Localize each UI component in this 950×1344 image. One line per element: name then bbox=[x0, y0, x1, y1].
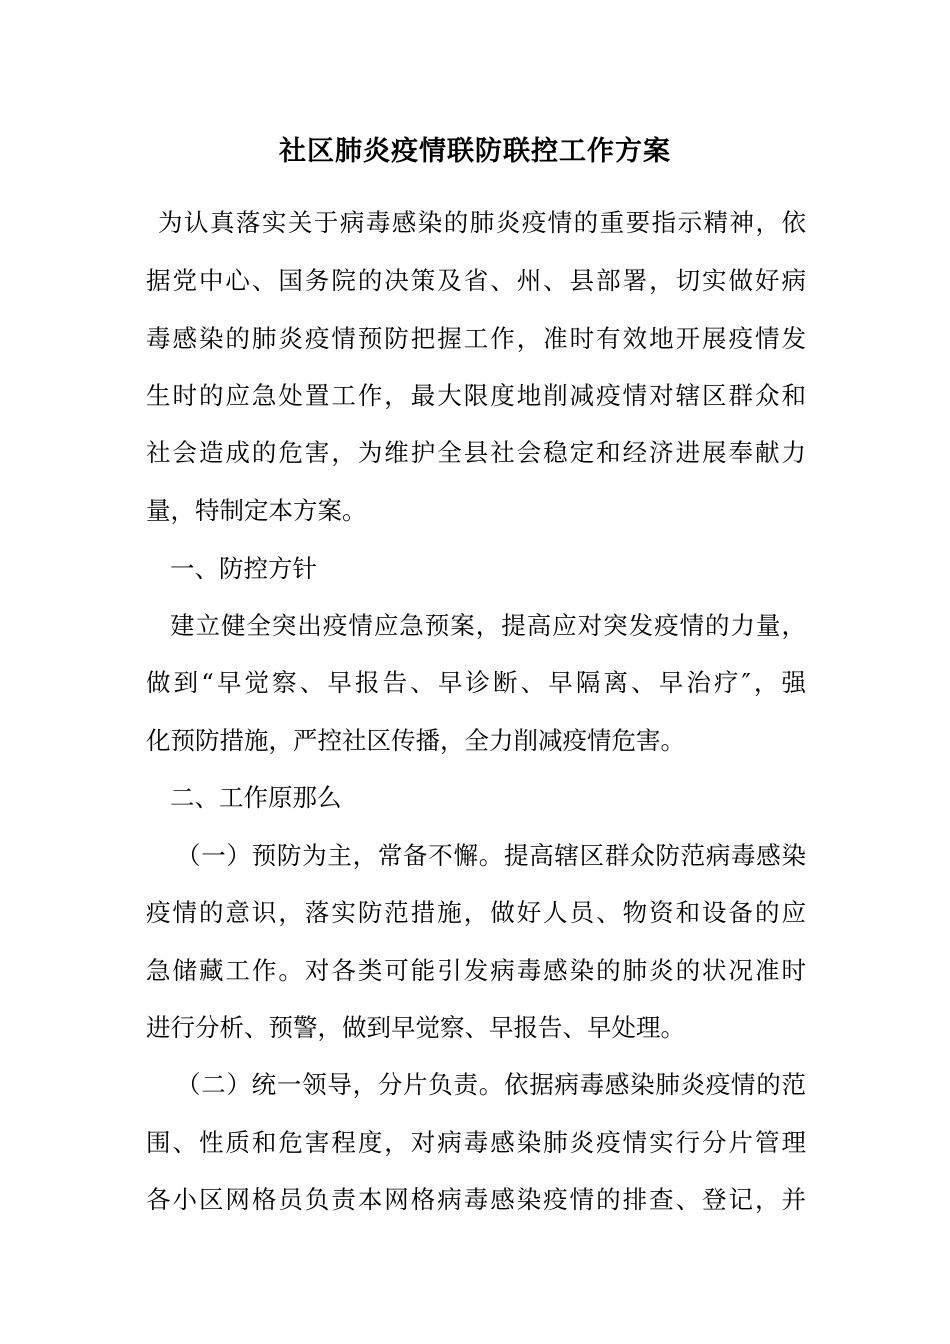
body-line: 据党中心、国务院的决策及省、州、县部署，切实做好病 bbox=[146, 266, 806, 295]
document-title: 社区肺炎疫情联防联控工作方案 bbox=[279, 136, 671, 167]
body-line: 建立健全突出疫情应急预案，提高应对突发疫情的力量， bbox=[170, 611, 806, 640]
body-line: 社会造成的危害，为维护全县社会稳定和经济进展奉献力 bbox=[146, 438, 806, 467]
body-line: 做到“早觉察、早报告、早诊断、早隔离、早治疗″，强 bbox=[146, 668, 806, 697]
body-line: 为认真落实关于病毒感染的肺炎疫情的重要指示精神，依 bbox=[158, 208, 806, 237]
body-line: 进行分析、预警，做到早觉察、早报告、早处理。 bbox=[146, 1013, 685, 1042]
section-heading: 一、防控方针 bbox=[170, 554, 317, 583]
body-line: （二）统一领导，分片负责。依据病毒感染肺炎疫情的范 bbox=[176, 1070, 806, 1099]
body-line: 围、性质和危害程度，对病毒感染肺炎疫情实行分片管理 bbox=[146, 1128, 806, 1157]
body-line: 疫情的意识，落实防范措施，做好人员、物资和设备的应 bbox=[146, 898, 806, 927]
body-line: 毒感染的肺炎疫情预防把握工作，准时有效地开展疫情发 bbox=[146, 324, 806, 353]
body-line: （一）预防为主，常备不懈。提高辖区群众防范病毒感染 bbox=[176, 841, 806, 870]
body-line: 生时的应急处置工作，最大限度地削减疫情对辖区群众和 bbox=[146, 381, 806, 410]
body-line: 各小区网格员负责本网格病毒感染疫情的排查、登记，并 bbox=[146, 1185, 806, 1214]
body-line: 量，特制定本方案。 bbox=[146, 496, 367, 525]
body-line: 急储藏工作。对各类可能引发病毒感染的肺炎的状况准时 bbox=[146, 956, 806, 985]
section-heading: 二、工作原那么 bbox=[170, 783, 342, 812]
body-line: 化预防措施，严控社区传播，全力削减疫情危害。 bbox=[146, 726, 685, 755]
